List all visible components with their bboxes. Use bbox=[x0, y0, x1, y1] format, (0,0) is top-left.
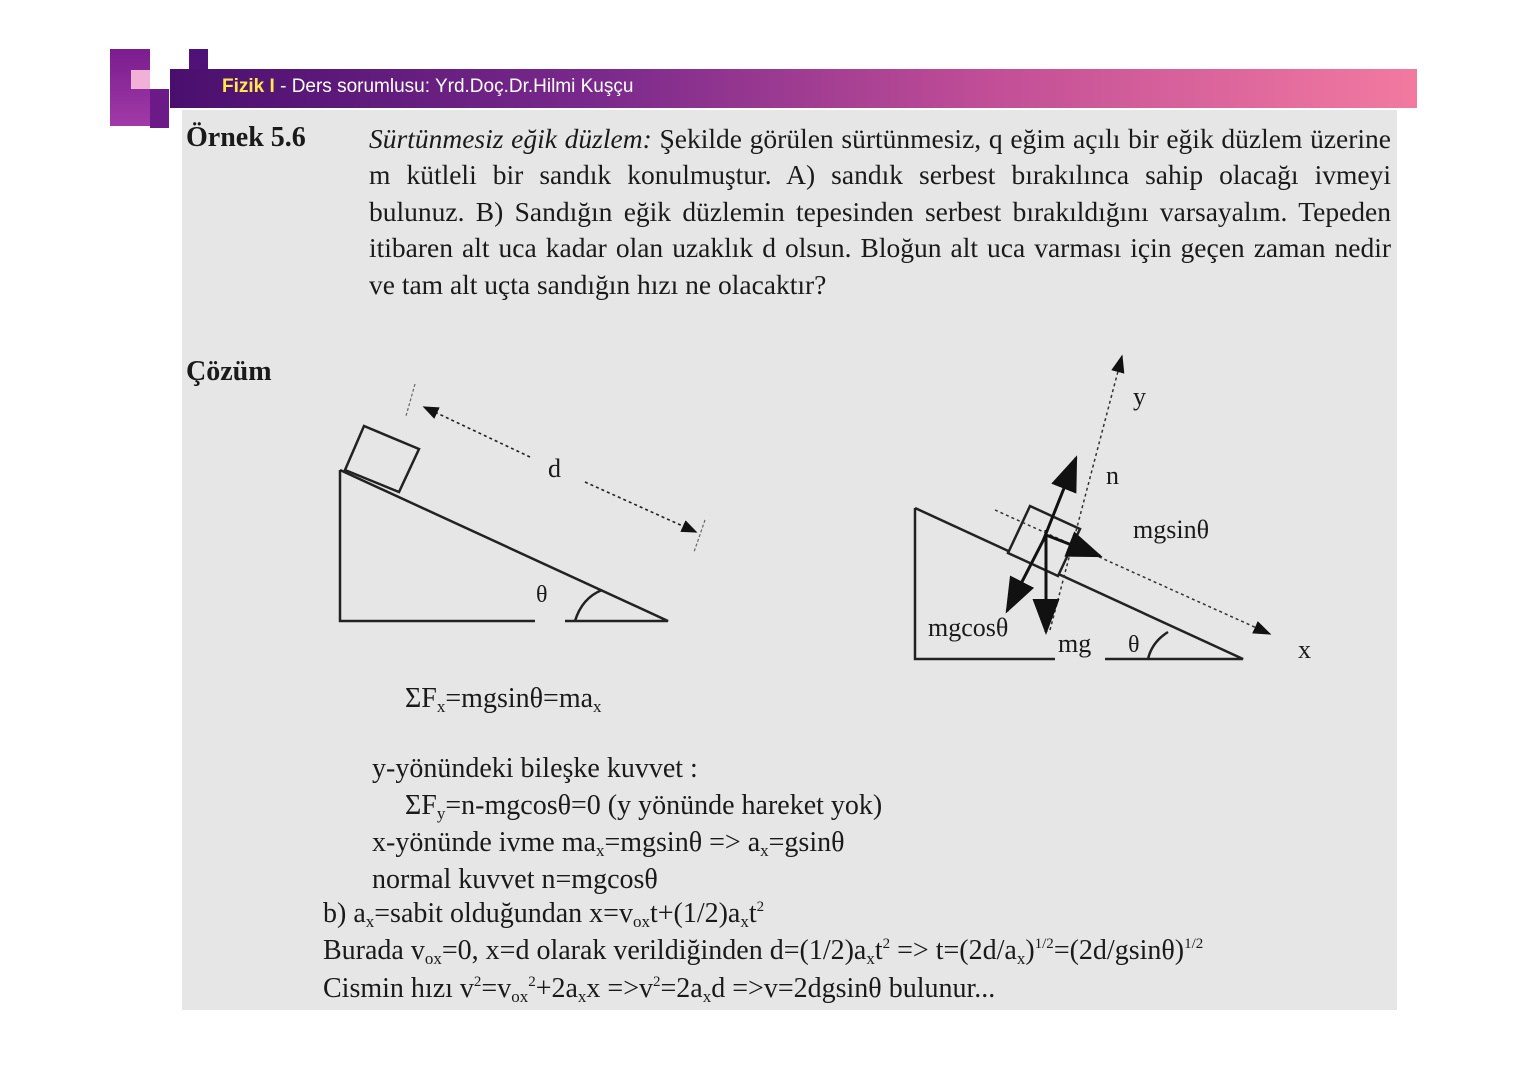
lecturer-name: Ders sorumlusu: Yrd.Doç.Dr.Hilmi Kuşçu bbox=[291, 76, 634, 97]
y-direction-title: y-yönündeki bileşke kuvvet : bbox=[372, 753, 698, 784]
y-label: y bbox=[1133, 382, 1146, 411]
problem-title: Sürtünmesiz eğik düzlem: bbox=[369, 123, 652, 154]
n-label: n bbox=[1106, 461, 1119, 490]
distance-arrow-up bbox=[424, 407, 530, 457]
equation-sum-fx: $\Sigma F_x=mgsin\theta=ma_x$ bbox=[405, 683, 602, 716]
equation-part-b: b) $a_x=sabit$ olduğundan $x=v_{ox}t+(1/2)a_xt^2$ bbox=[323, 898, 765, 931]
distance-arrow-down bbox=[585, 482, 696, 532]
figure-free-body bbox=[900, 330, 1330, 690]
angle-label: θ bbox=[1128, 632, 1140, 658]
equation-x-acceleration: x-yönünde ivme $ma_x=mgsin\theta => a_x=gsin\theta$ bbox=[372, 827, 845, 860]
incline-triangle bbox=[340, 470, 668, 621]
angle-arc bbox=[1148, 632, 1168, 659]
mgcos-label: mgcosθ bbox=[928, 613, 1009, 642]
header-text: Fizik I - Ders sorumlusu: Yrd.Doç.Dr.Hilmi Kuşçu bbox=[222, 76, 634, 97]
equation-velocity: Cismin hızı $v^2=v_{ox}^2+2a_xx =>v^2=2a_xd =>v=2dgsin\theta$ bulunur... bbox=[323, 973, 996, 1006]
solution-label: Çözüm bbox=[186, 356, 272, 387]
problem-text bbox=[369, 121, 1391, 303]
example-label: Örnek 5.6 bbox=[186, 122, 306, 153]
decor-square-small bbox=[131, 70, 150, 89]
decor-square-small bbox=[150, 89, 169, 128]
equation-normal-force: normal kuvvet n=mgcosθ bbox=[372, 864, 658, 895]
distance-label: d bbox=[548, 454, 561, 483]
angle-arc bbox=[575, 590, 602, 621]
x-label: x bbox=[1298, 635, 1311, 664]
problem-body: Şekilde görülen sürtünmesiz, q eğim açılı bir eğik düzlem üzerine m kütleli bir sandık konulmuştur. A) sandık serbest bırakılınca sahip olacağı ivmeyi bulunuz. B) Sandığın eğik düzlemin tepesinden serbest bırakıldığını varsayalım. Tepeden itibaren alt uca kadar olan uzaklık d olsun. Bloğun alt uca varması için geçen zaman nedir ve tam alt uçta sandığın hızı ne olacaktır? bbox=[369, 123, 1391, 300]
block bbox=[345, 426, 419, 492]
mg-label: mg bbox=[1058, 629, 1092, 658]
figure-incline-distance bbox=[330, 380, 730, 640]
mgsin-label: mgsinθ bbox=[1133, 515, 1210, 544]
course-name: Fizik I bbox=[222, 76, 275, 97]
angle-label: θ bbox=[536, 582, 548, 608]
equation-time: Burada $v_{ox}=0$, x=d olarak verildiğinden $d=(1/2)a_xt^2 => t=(2d/a_x)^{1/2}=(2d/gsin\theta)^{1/2}$ bbox=[323, 935, 1204, 968]
equation-sum-fy: $\Sigma F_y=n-mgcos\theta=0$ (y yönünde hareket yok) bbox=[405, 790, 883, 823]
